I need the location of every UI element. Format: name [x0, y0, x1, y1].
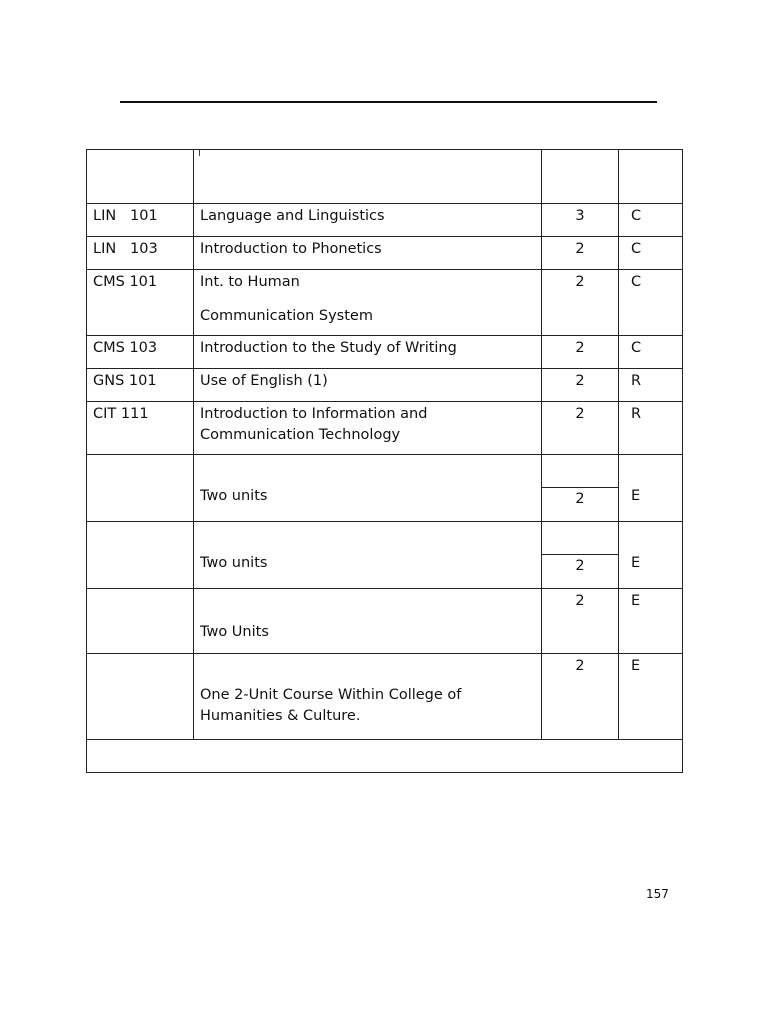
- course-title: Introduction to the Study of Writing: [200, 340, 457, 356]
- course-units-cell: [542, 369, 619, 402]
- table-row: [87, 369, 683, 402]
- elective-units-cell: [542, 455, 619, 522]
- course-code: GNS 101: [93, 373, 157, 389]
- course-units-cell: [542, 204, 619, 237]
- course-title-cell: [194, 402, 542, 455]
- course-code: CMS 101: [93, 274, 158, 290]
- course-units: 2: [575, 274, 585, 290]
- course-status: C: [631, 274, 642, 290]
- header-cell-status: [619, 150, 683, 204]
- course-code: LIN 101: [93, 208, 158, 224]
- course-code-cell: [87, 270, 194, 336]
- course-title: Language and Linguistics: [200, 208, 385, 224]
- course-status: C: [631, 208, 642, 224]
- course-title: Introduction to Phonetics: [200, 241, 382, 257]
- course-table: [86, 149, 683, 773]
- table-footer-row: [87, 740, 683, 773]
- elective-units-cell: [542, 654, 619, 740]
- elective-units-blank: [542, 522, 618, 555]
- elective-code-cell: [87, 654, 194, 740]
- elective-row: [87, 522, 683, 589]
- course-status-cell: [619, 270, 683, 336]
- elective-units: 2: [575, 491, 585, 507]
- course-status-cell: [619, 237, 683, 270]
- course-code: CMS 103: [93, 340, 158, 356]
- elective-units: 2: [575, 658, 585, 674]
- course-status: R: [631, 373, 642, 389]
- elective-title: Two units: [200, 555, 268, 571]
- elective-units-cell: [542, 589, 619, 654]
- course-title-line-2: Communication System: [200, 308, 373, 324]
- course-units-cell: [542, 336, 619, 369]
- elective-units-blank: [542, 455, 618, 488]
- elective-status-cell: [619, 455, 683, 522]
- course-units: 2: [575, 241, 585, 257]
- elective-status-cell: [619, 654, 683, 740]
- course-units: 2: [575, 340, 585, 356]
- page-number: 157: [646, 887, 669, 901]
- header-cell-units: [542, 150, 619, 204]
- course-status: C: [631, 340, 642, 356]
- course-status-cell: [619, 336, 683, 369]
- elective-title-cell: [194, 654, 542, 740]
- course-units: 2: [575, 373, 585, 389]
- course-title-cell: [194, 336, 542, 369]
- table-row: [87, 204, 683, 237]
- elective-title-cell: [194, 455, 542, 522]
- elective-title: Two Units: [200, 624, 269, 640]
- course-title-cell: [194, 369, 542, 402]
- elective-title-cell: [194, 589, 542, 654]
- table-row: [87, 270, 683, 336]
- elective-status: E: [631, 658, 641, 674]
- elective-status: E: [631, 488, 641, 504]
- elective-code-cell: [87, 522, 194, 589]
- course-title: Use of English (1): [200, 373, 328, 389]
- table-footer-cell: [87, 740, 683, 773]
- stray-mark: [199, 150, 200, 156]
- course-title-cell: [194, 270, 542, 336]
- header-cell-title: [194, 150, 542, 204]
- course-title: Introduction to Information and Communication Technology: [200, 406, 428, 443]
- table-row: [87, 402, 683, 455]
- elective-status-cell: [619, 589, 683, 654]
- course-status: C: [631, 241, 642, 257]
- course-code-cell: [87, 369, 194, 402]
- elective-title-cell: [194, 522, 542, 589]
- course-title-cell: [194, 237, 542, 270]
- table-header-row: [87, 150, 683, 204]
- course-status-cell: [619, 369, 683, 402]
- elective-units: 2: [575, 558, 585, 574]
- course-code-cell: [87, 336, 194, 369]
- elective-code-cell: [87, 455, 194, 522]
- elective-title: Two units: [200, 488, 268, 504]
- course-code-cell: [87, 204, 194, 237]
- table-row: [87, 336, 683, 369]
- course-units: 3: [575, 208, 585, 224]
- elective-status: E: [631, 593, 641, 609]
- course-status: R: [631, 406, 642, 422]
- course-code-cell: [87, 237, 194, 270]
- course-code: CIT 111: [93, 406, 149, 422]
- course-units-cell: [542, 237, 619, 270]
- elective-status-cell: [619, 522, 683, 589]
- course-title-line-1: Int. to Human: [200, 274, 300, 290]
- course-status-cell: [619, 204, 683, 237]
- header-rule: [120, 101, 657, 103]
- course-units-cell: [542, 402, 619, 455]
- course-code: LIN 103: [93, 241, 158, 257]
- elective-row: [87, 654, 683, 740]
- course-status-cell: [619, 402, 683, 455]
- table-row: [87, 237, 683, 270]
- elective-status: E: [631, 555, 641, 571]
- course-code-cell: [87, 402, 194, 455]
- course-units-cell: [542, 270, 619, 336]
- elective-title: One 2-Unit Course Within College of Humanities & Culture.: [200, 687, 462, 724]
- elective-units-cell: [542, 522, 619, 589]
- elective-row: [87, 589, 683, 654]
- course-units: 2: [575, 406, 585, 422]
- elective-code-cell: [87, 589, 194, 654]
- header-cell-code: [87, 150, 194, 204]
- elective-row: [87, 455, 683, 522]
- course-title-cell: [194, 204, 542, 237]
- elective-units: 2: [575, 593, 585, 609]
